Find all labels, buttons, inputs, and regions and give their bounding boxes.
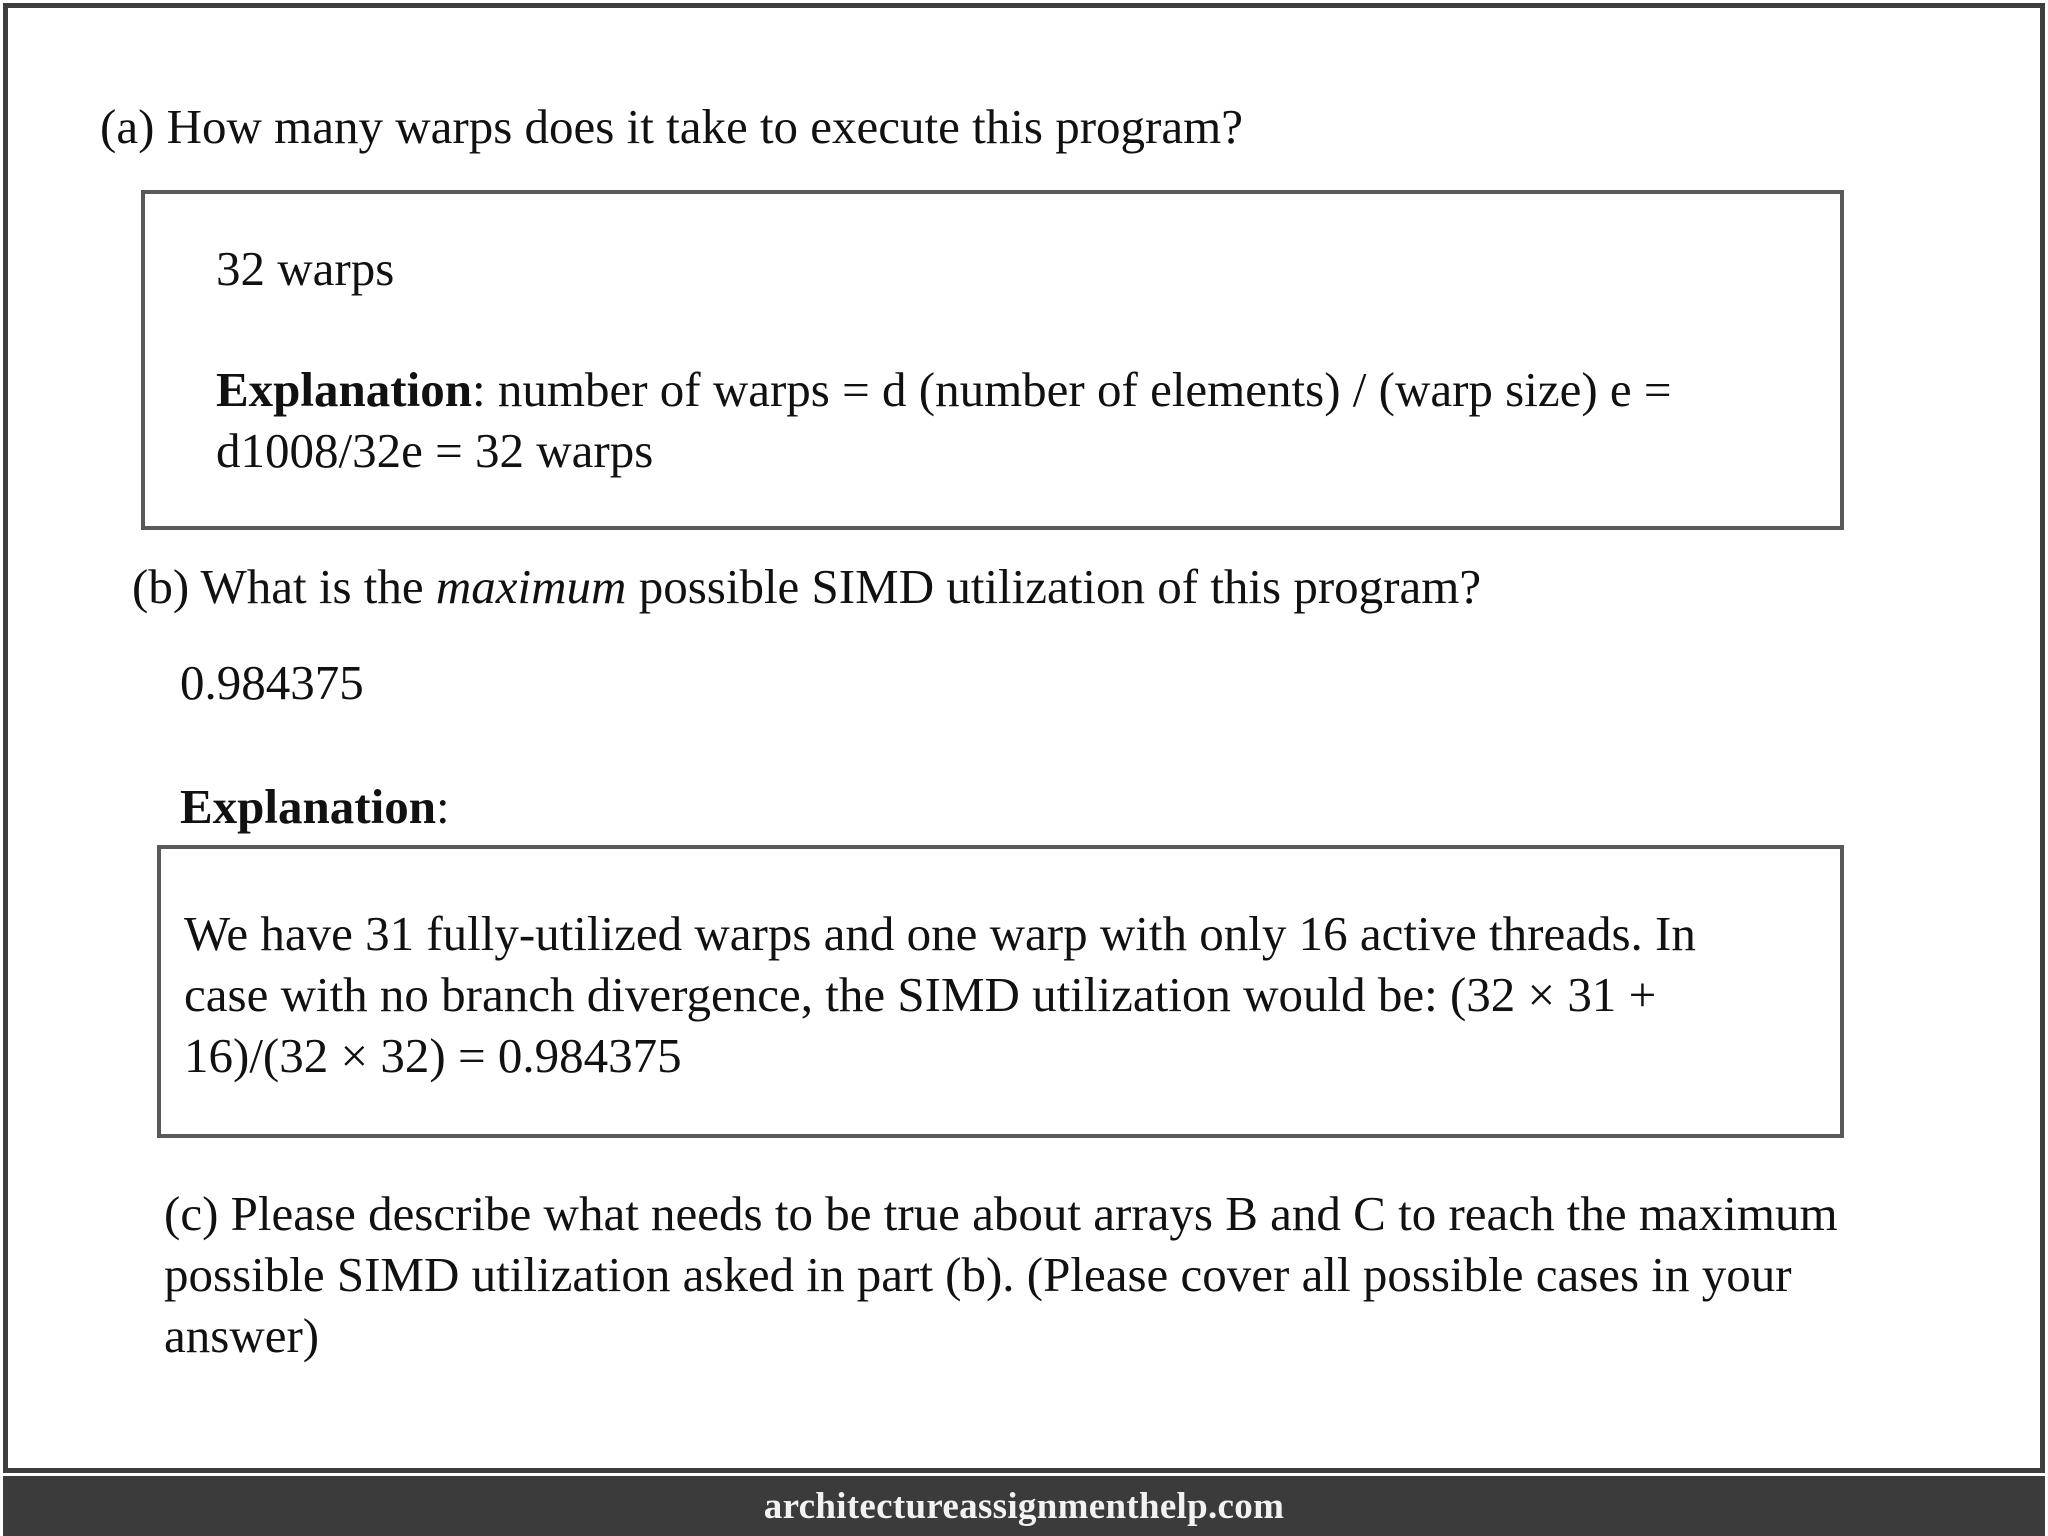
question-b-prompt-emphasis: maximum: [435, 559, 627, 614]
question-a-prompt: (a) How many warps does it take to execute this program?: [100, 99, 1243, 154]
question-c-line1: (c) Please describe what needs to be true about arrays B and C to reach the maximum: [164, 1186, 1838, 1241]
question-b-prompt-before: (b) What is the: [132, 559, 436, 614]
question-b-explanation-colon: :: [435, 779, 450, 834]
question-a-explanation-line1: [216, 359, 1672, 420]
question-a-explanation-line2: d1008/32e = 32 warps: [216, 423, 654, 478]
question-b-explanation-box: [157, 845, 1844, 1138]
question-b-prompt-after: possible SIMD utilization of this program?: [626, 559, 1482, 614]
question-c-line3: answer): [164, 1308, 320, 1363]
question-b-explanation-heading: [180, 776, 450, 837]
question-b-prompt: [132, 556, 1481, 617]
footer-bar: [3, 1476, 2045, 1536]
question-b-answer: 0.984375: [180, 655, 364, 710]
question-b-explanation-line2: case with no branch divergence, the SIMD utilization would be: (32 × 31 +: [184, 967, 1657, 1022]
question-b-explanation-line3: 16)/(32 × 32) = 0.984375: [184, 1028, 682, 1083]
question-a-explanation-text1: : number of warps = d (number of elements) / (warp size) e =: [471, 362, 1672, 417]
question-c-line2: possible SIMD utilization asked in part (b). (Please cover all possible cases in your: [164, 1247, 1792, 1302]
question-b-explanation-line1: We have 31 fully-utilized warps and one warp with only 16 active threads. In: [184, 906, 1696, 961]
footer-site-link[interactable]: architectureassignmenthelp.com: [763, 1485, 1285, 1527]
question-a-answer: 32 warps: [216, 241, 395, 296]
question-b-explanation-label: Explanation: [180, 779, 436, 834]
question-a-answer-box: [141, 190, 1844, 530]
question-a-explanation-label: Explanation: [216, 362, 472, 417]
